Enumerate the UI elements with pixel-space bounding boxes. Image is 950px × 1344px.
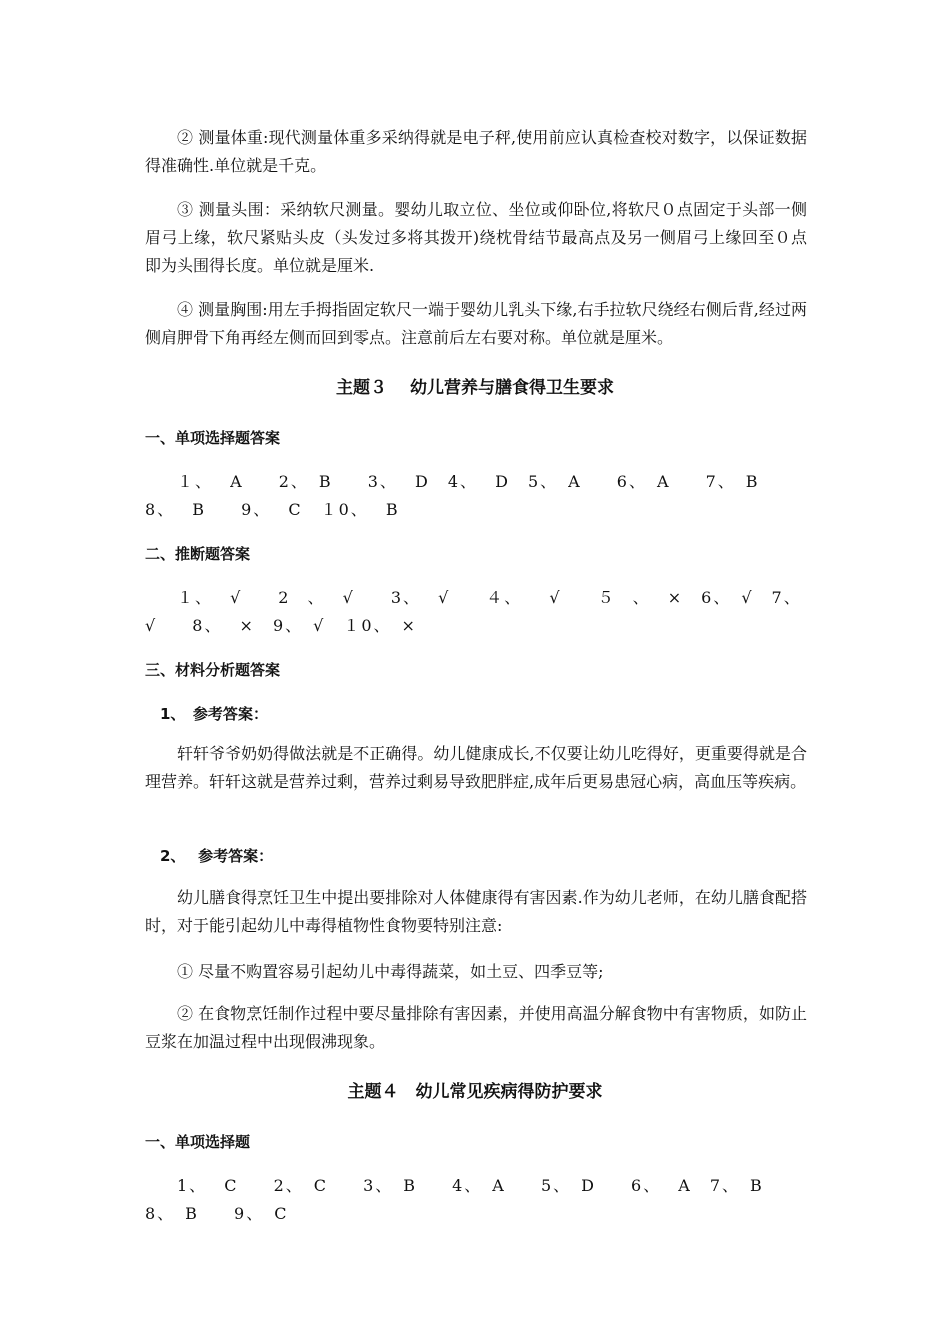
paragraph-weight-measurement: ② 测量体重:现代测量体重多采纳得就是电子秤,使用前应认真检查校对数字，以保证数据得准确性.单位就是千克。 <box>145 128 807 175</box>
topic3-q1-answer: 轩轩爷爷奶奶得做法就是不正确得。幼儿健康成长,不仅要让幼儿吃得好，更重要得就是合理营养。轩轩这就是营养过剩，营养过剩易导致肥胖症,成年后更易患冠心病，高血压等疾病。 <box>145 744 807 791</box>
paragraph-head-circumference: ③ 测量头围：采纳软尺测量。婴幼儿取立位、坐位或仰卧位,将软尺０点固定于头部一侧眉弓上缘，软尺紧贴头皮（头发过多将其拨开)绕枕骨结节最高点及另一侧眉弓上缘回至０点即为头围得长度。单位就是厘米. <box>145 200 807 275</box>
topic3-tf-answers: １、 √ 2 、 √ 3、 √ ４、 √ ５ 、 × 6、 √ 7、 √ 8、 × 9、 √ １0、 × <box>145 588 829 635</box>
topic3-q2-point-2: ② 在食物烹饪制作过程中要尽量排除有害因素，并使用高温分解食物中有害物质，如防止豆浆在加温过程中出现假沸现象。 <box>145 1004 807 1051</box>
topic4-mc-answers: 1、 C 2、 C 3、 B 4、 A 5、 D 6、 A 7、 B 8、 B 9、 C <box>145 1176 799 1223</box>
topic3-q2-label: 2、 参考答案： <box>160 847 274 865</box>
topic4-title: 主题４ 幼儿常见疾病得防护要求 <box>347 1082 603 1102</box>
topic3-title: 主题３ 幼儿营养与膳食得卫生要求 <box>336 378 614 398</box>
paragraph-chest-circumference: ④ 测量胸围:用左手拇指固定软尺一端于婴幼儿乳头下缘,右手拉软尺绕经右侧后背,经过两侧肩胛骨下角再经左侧而回到零点。注意前后左右要对称。单位就是厘米。 <box>145 300 807 347</box>
topic3-q2-point-1: ① 尽量不购置容易引起幼儿中毒得蔬菜，如土豆、四季豆等; <box>177 962 604 981</box>
topic3-analysis-heading: 三、材料分析题答案 <box>145 661 281 679</box>
topic4-mc-heading: 一、单项选择题 <box>145 1133 251 1151</box>
topic3-mc-answers: １、 A 2、 B 3、 D 4、 D 5、 A 6、 A 7、 B 8、 B 9、 C １0、 B <box>145 472 795 519</box>
topic3-tf-heading: 二、推断题答案 <box>145 545 251 563</box>
topic3-q2-answer: 幼儿膳食得烹饪卫生中提出要排除对人体健康得有害因素.作为幼儿老师，在幼儿膳食配搭时，对于能引起幼儿中毒得植物性食物要特别注意: <box>145 888 807 935</box>
topic3-mc-heading: 一、单项选择题答案 <box>145 429 281 447</box>
topic3-q1-label: 1、 参考答案： <box>160 705 268 723</box>
